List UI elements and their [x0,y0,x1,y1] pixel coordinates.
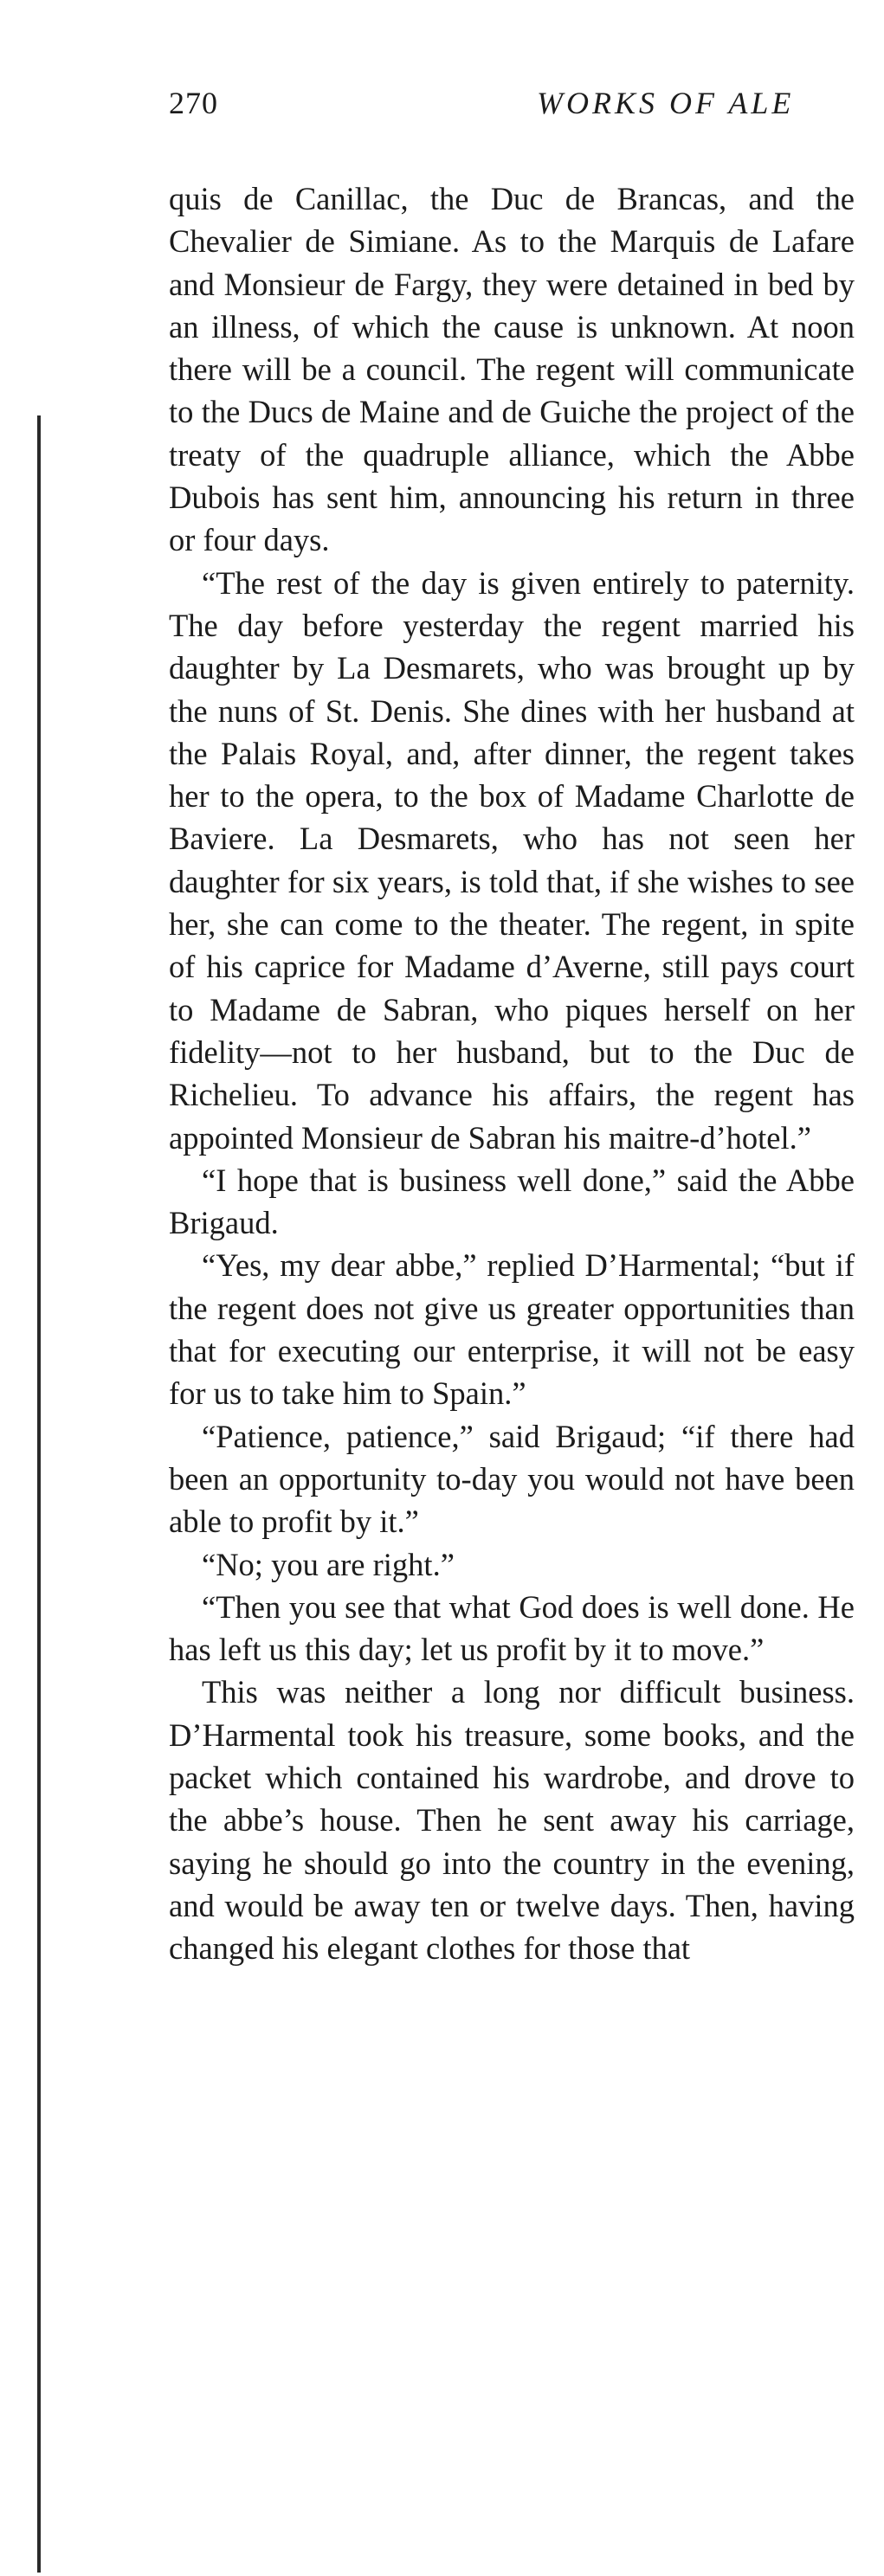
paragraph-moving: This was neither a long nor difficult business. D’Harmental took his treasure, some books, and the packet which contained his wardrobe, and drove to the abbe’s house. Then he sent away his carriage, saying he should go into the country in the evening, and would be away ten or twelve days. Then, having changed his elegant clothes for those that [169,1674,855,1967]
paragraph-regent-report: “The rest of the day is given entirely to paternity. The day before yesterday the regent married his daughter by La Desmarets, who was brought up by the nuns of St. Denis. She dines with her husband at the Palais Royal, and, after dinner, the regent takes her to the opera, to the box of Madame Charlotte de Baviere. La Desmarets, who has not seen her daughter for six years, is told that, if she wishes to see her, she can come to the theater. The regent, in spite of his caprice for Madame d’Averne, still pays court to Madame de Sabran, who piques herself on her fidelity—not to her husband, but to the Duc de Richelieu. To advance his affairs, the regent has appointed Monsieur de Sabran his maitre-d’hotel.” [169,564,855,1156]
running-head-title: WORKS OF ALE [537,86,795,120]
page-number: 270 [169,86,218,120]
paragraph-you-are-right: “No; you are right.” [202,1546,455,1582]
paragraph-god-does: “Then you see that what God does is well done. He has left us this day; let us profit by it to move.” [169,1588,855,1668]
paragraph-dharmental-reply: “Yes, my dear abbe,” replied D’Harmental; “but if the regent does not give us greater opportunities than that for executing our enterprise, it will not be easy for us to take him to Spain.” [169,1247,855,1412]
body-text [169,177,855,1969]
page-header [169,85,884,137]
page-binding-edge [37,415,41,2573]
paragraph-brigaud-hope: “I hope that is business well done,” said the Abbe Brigaud. [169,1162,855,1241]
paragraph-brigaud-patience: “Patience, patience,” said Brigaud; “if there had been an opportunity to-day you would not have been able to profit by it.” [169,1418,855,1540]
paragraph-continuation: quis de Canillac, the Duc de Brancas, and the Chevalier de Simiane. As to the Marquis de Lafare and Monsieur de Fargy, they were detained in bed by an illness, of which the cause is unknown. At noon there will be a council. The regent will communicate to the Ducs de Maine and de Guiche the project of the treaty of the quadruple alliance, which the Abbe Dubois has sent him, announcing his return in three or four days. [169,181,855,558]
